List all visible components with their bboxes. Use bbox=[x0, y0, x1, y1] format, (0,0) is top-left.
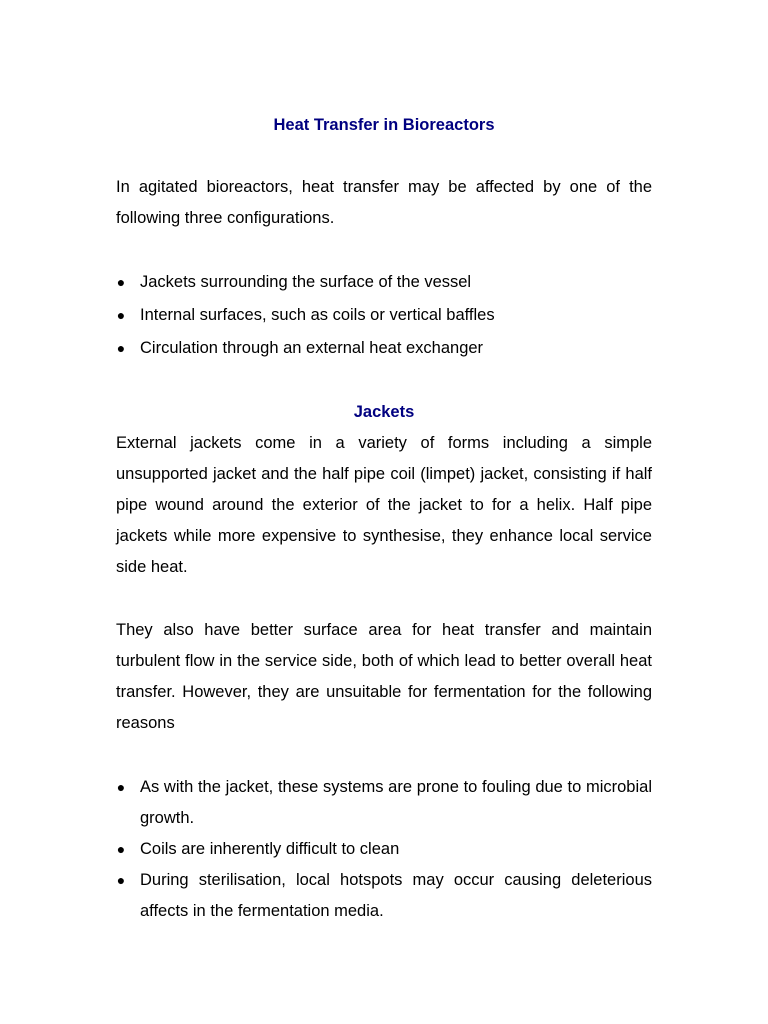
bullet-icon: ● bbox=[116, 340, 126, 356]
bullet-icon: ● bbox=[116, 779, 126, 795]
list-item-text: Circulation through an external heat exchanger bbox=[140, 339, 484, 357]
bullet-icon: ● bbox=[116, 841, 126, 857]
list-item-text: As with the jacket, these systems are prone to fouling due to microbial growth. bbox=[140, 778, 652, 827]
configurations-list bbox=[116, 266, 652, 365]
jackets-paragraph-1: External jackets come in a variety of forms including a simple unsupported jacket and the half pipe coil (limpet) jacket, consisting if half pipe wound around the exterior of the jacket to for a helix. Half pipe jackets while more expensive to synthesise, they enhance local service side heat. bbox=[116, 434, 652, 576]
document-title: Heat Transfer in Bioreactors bbox=[273, 116, 495, 134]
jackets-paragraph-2: They also have better surface area for heat transfer and maintain turbulent flow in the service side, both of which lead to better overall heat transfer. However, they are unsuitable for fermentation for the following reasons bbox=[116, 621, 652, 732]
bullet-icon: ● bbox=[116, 307, 126, 323]
list-item bbox=[116, 865, 652, 927]
section-heading-jackets: Jackets bbox=[353, 403, 415, 421]
list-item bbox=[116, 266, 652, 299]
list-item bbox=[116, 299, 652, 332]
list-item-text: Jackets surrounding the surface of the vessel bbox=[140, 273, 472, 291]
list-item-text: During sterilisation, local hotspots may occur causing deleterious affects in the fermentation media. bbox=[140, 871, 652, 920]
list-item-text: Internal surfaces, such as coils or vertical baffles bbox=[140, 306, 495, 324]
list-item bbox=[116, 772, 652, 834]
list-item-text: Coils are inherently difficult to clean bbox=[140, 840, 400, 858]
bullet-icon: ● bbox=[116, 872, 126, 888]
list-item bbox=[116, 332, 652, 365]
intro-paragraph: In agitated bioreactors, heat transfer may be affected by one of the following three configurations. bbox=[116, 178, 652, 227]
bullet-icon: ● bbox=[116, 274, 126, 290]
list-item bbox=[116, 834, 652, 865]
reasons-list bbox=[116, 772, 652, 927]
